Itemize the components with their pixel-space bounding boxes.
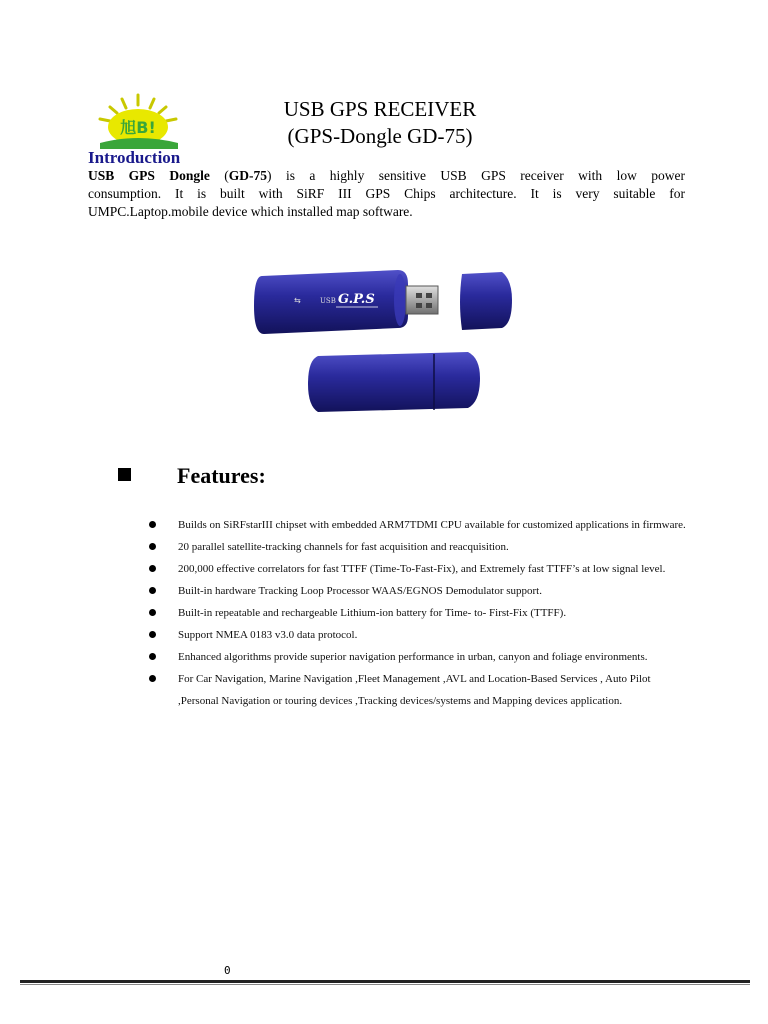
document-title (200, 96, 560, 150)
footer-divider (20, 980, 750, 983)
dongle-cap (460, 272, 512, 330)
list-item: For Car Navigation, Marine Navigation ,Fleet Management ,AVL and Location-Based Services , Auto Pilot ,Personal Navigation or touring devices ,Tracking devices/systems and Mapping devices application. (148, 668, 688, 712)
intro-heading: Introduction (88, 148, 181, 167)
usb-label: USB (320, 297, 336, 305)
bullet-icon (149, 565, 156, 572)
footer-divider-shadow (20, 984, 750, 985)
svg-text:⇆: ⇆ (294, 296, 301, 305)
bullet-icon (149, 609, 156, 616)
bullet-icon (149, 543, 156, 550)
bullet-icon (149, 675, 156, 682)
intro-paragraph (88, 167, 685, 221)
title-line-1: USB GPS RECEIVER (283, 97, 477, 121)
features-heading (118, 463, 266, 489)
square-bullet-icon (118, 468, 131, 481)
intro-line-1-rest: is a highly sensitive USB GPS receiver with low power (285, 168, 685, 183)
features-heading-text: Features: (177, 463, 266, 488)
list-item: 20 parallel satellite-tracking channels for fast acquisition and reacquisition. (148, 536, 688, 558)
usb-connector (406, 286, 438, 314)
product-image (250, 262, 540, 422)
intro-line-2: consumption. It is built with SiRF III GPS Chips architecture. It is very suitable for (88, 186, 685, 201)
bullet-icon (149, 653, 156, 660)
product-name: USB GPS Dongle (88, 168, 210, 183)
title-line-2: (GPS-Dongle GD-75) (287, 124, 473, 148)
features-list (148, 514, 688, 712)
model-name: GD-75 (228, 168, 268, 183)
intro-line-3: UMPC.Laptop.mobile device which installed map software. (88, 204, 413, 219)
intro-line-1: USB GPS Dongle (GD-75) is a highly sensitive USB GPS receiver with low power (88, 168, 685, 183)
logo-text: 旭B! (120, 118, 156, 137)
bullet-icon (149, 631, 156, 638)
bullet-icon (149, 521, 156, 528)
list-item: Builds on SiRFstarIII chipset with embedded ARM7TDMI CPU available for customized applications in firmware. (148, 514, 688, 536)
list-item: Built-in hardware Tracking Loop Processor WAAS/EGNOS Demodulator support. (148, 580, 688, 602)
page-number: 0 (224, 964, 231, 977)
list-item: Enhanced algorithms provide superior navigation performance in urban, canyon and foliage environments. (148, 646, 688, 668)
list-item: Built-in repeatable and rechargeable Lithium-ion battery for Time- to- First-Fix (TTFF). (148, 602, 688, 624)
gps-label: G.P.S (338, 292, 375, 307)
dongle-sleeve (308, 352, 480, 412)
list-item: Support NMEA 0183 v3.0 data protocol. (148, 624, 688, 646)
list-item: 200,000 effective correlators for fast TTFF (Time-To-Fast-Fix), and Extremely fast TTFF’s at low signal level. (148, 558, 688, 580)
company-logo (92, 93, 184, 151)
bullet-icon (149, 587, 156, 594)
